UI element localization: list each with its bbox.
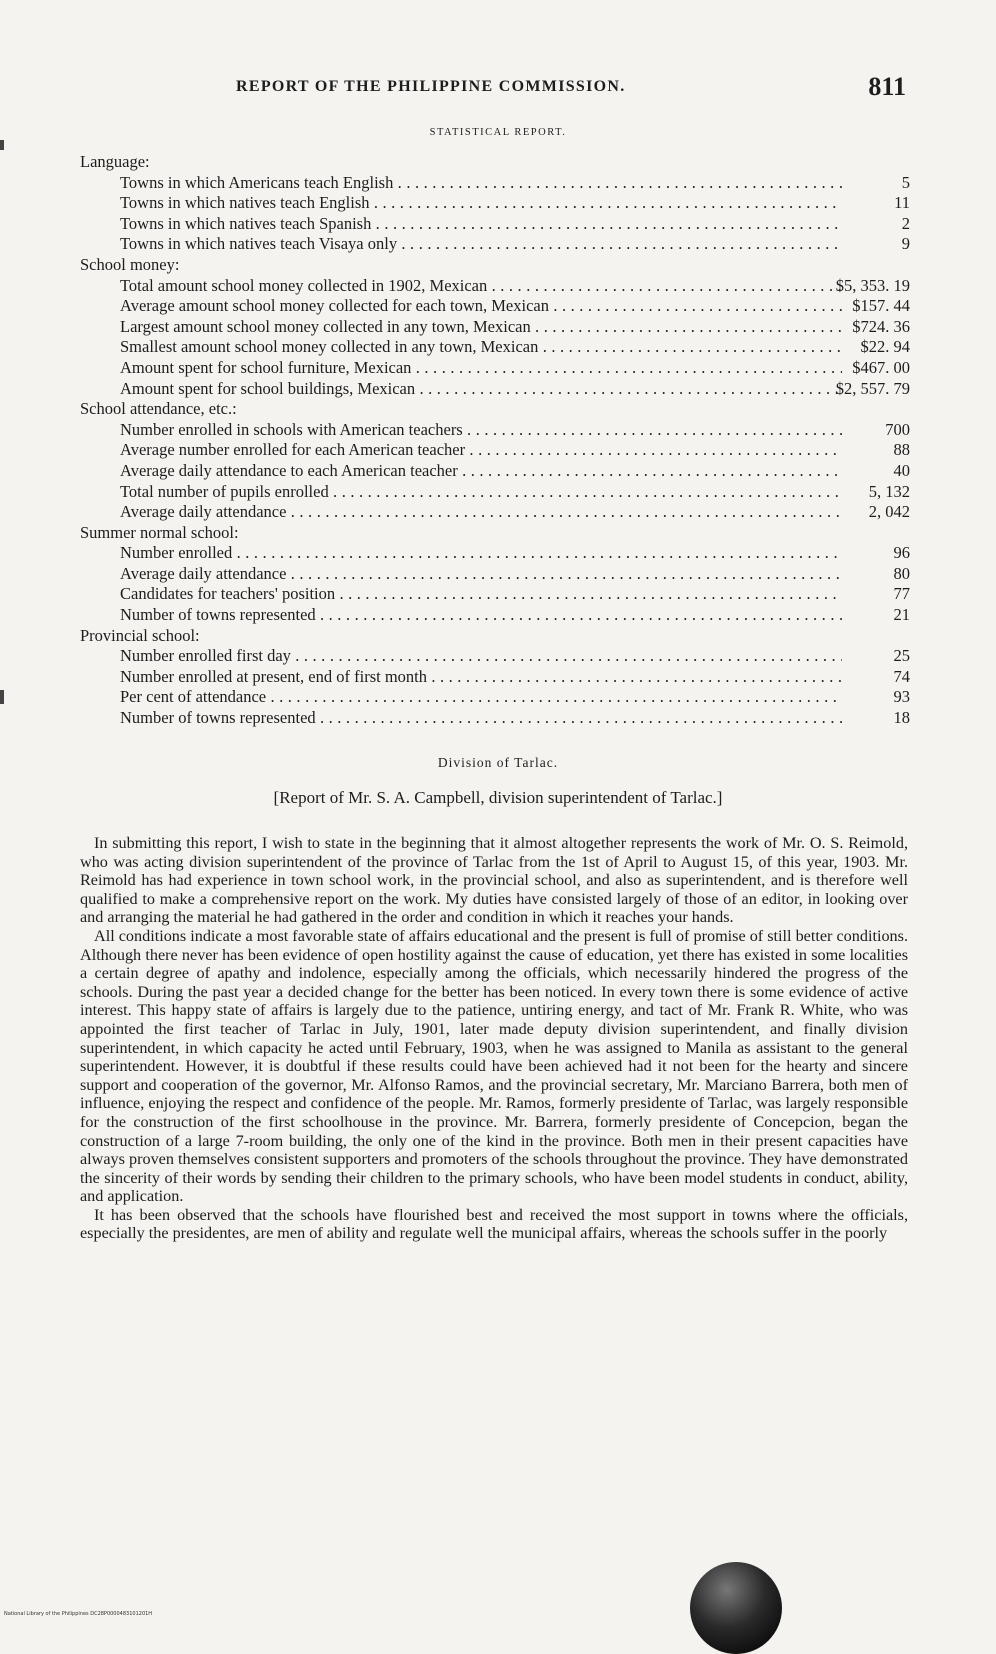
stats-row — [80, 440, 910, 461]
stats-row — [80, 358, 910, 379]
stats-group-title: Provincial school: — [80, 625, 200, 645]
stats-row-label: Towns in which natives teach English . . . — [120, 193, 842, 214]
stats-row — [80, 584, 910, 605]
stats-row-label: Towns in which natives teach Spanish . . . — [120, 214, 842, 235]
statistical-table — [80, 152, 910, 729]
stats-row-label: Per cent of attendance . . . — [120, 687, 842, 708]
stats-row-label: Average number enrolled for each American teacher . . . — [120, 440, 842, 461]
stats-row — [80, 482, 910, 503]
stats-row-value: $157. 44 — [852, 296, 910, 316]
stats-row-value: 77 — [893, 584, 910, 604]
stats-row — [80, 420, 910, 441]
page-header — [0, 72, 996, 106]
scan-thumb-artifact — [690, 1562, 782, 1654]
stats-row-label: Towns in which Americans teach English . . . — [120, 173, 842, 194]
stats-row-label: Average daily attendance to each American teacher . . . — [120, 461, 842, 482]
stats-group-title: Language: — [80, 152, 150, 171]
division-title: Division of Tarlac. — [437, 755, 559, 770]
stats-row — [80, 296, 910, 317]
stats-row — [80, 667, 910, 688]
stats-group-title: School attendance, etc.: — [80, 399, 237, 419]
stats-row — [80, 708, 910, 729]
stats-row — [80, 564, 910, 585]
stats-row-label: Average amount school money collected for each town, Mexican . . . — [120, 296, 842, 317]
stats-row-label: Number enrolled in schools with American teachers . . . — [120, 420, 842, 441]
stats-row-label: Number of towns represented . . . — [120, 708, 842, 729]
stats-row-label: Amount spent for school furniture, Mexican . . . — [120, 358, 842, 379]
body-paragraph: It has been observed that the schools have flourished best and received the most support in towns where the officials, especially the presidentes, are men of ability and regulate well the municipal affairs, whereas the schools suffer in the poorly — [80, 1205, 908, 1243]
stats-row-value: 40 — [893, 460, 910, 480]
stats-row-label: Average daily attendance . . . — [120, 564, 842, 585]
stats-row-value: $467. 00 — [852, 357, 910, 377]
stats-row-label: Number enrolled . . . — [120, 543, 842, 564]
stats-row-value: 2 — [901, 213, 910, 233]
running-title: REPORT OF THE PHILIPPINE COMMISSION. — [236, 78, 626, 95]
report-attribution: [Report of Mr. S. A. Campbell, division superintendent of Tarlac.] — [273, 788, 723, 807]
stats-row — [80, 502, 910, 523]
stats-row-label: Average daily attendance . . . — [120, 502, 842, 523]
stats-row — [80, 214, 910, 235]
stats-row — [80, 379, 910, 400]
stats-row-value: $724. 36 — [852, 316, 910, 336]
stats-row — [80, 173, 910, 194]
stats-row-value: $5, 353. 19 — [835, 275, 910, 295]
stats-row-value: $2, 557. 79 — [835, 378, 910, 398]
stats-group-title: Summer normal school: — [80, 522, 239, 542]
scan-edge-mark — [0, 690, 4, 704]
stats-row-label: Largest amount school money collected in any town, Mexican . . . — [120, 317, 842, 338]
stats-row-value: 5 — [901, 172, 910, 192]
stats-row-value: 96 — [893, 543, 910, 563]
stats-row-label: Amount spent for school buildings, Mexican . . . — [120, 379, 842, 400]
stats-row-value: 5, 132 — [868, 481, 910, 501]
stats-row-value: 11 — [894, 193, 910, 213]
stats-row-label: Candidates for teachers' position . . . — [120, 584, 842, 605]
stats-row — [80, 646, 910, 667]
report-body — [80, 834, 908, 1243]
stats-row — [80, 276, 910, 297]
stats-row-value: 9 — [901, 234, 910, 254]
stats-row — [80, 337, 910, 358]
stats-row-value: 18 — [893, 708, 910, 728]
stats-row — [80, 234, 910, 255]
stats-row — [80, 461, 910, 482]
stats-group-title: School money: — [80, 254, 180, 274]
stats-row — [80, 193, 910, 214]
stats-row — [80, 605, 910, 626]
statistical-heading: STATISTICAL REPORT. — [429, 127, 567, 138]
stats-row-value: 88 — [893, 440, 910, 460]
body-paragraph: In submitting this report, I wish to state in the beginning that it almost altogether represents the work of Mr. O. S. Reimold, who was acting division superintendent of the province of Tarlac from the 1st of April to August 15, of this year, 1903. Mr. Reimold has had experience in town school work, in the provincial school, and also as superintendent, and is therefore well qualified to make a comprehensive report on the work. My duties have consisted largely of those of an editor, in looking over and arranging the material he had gathered in the order and condition in which it reaches your hands. — [80, 834, 908, 927]
scan-edge-mark — [0, 140, 4, 150]
stats-row-value: 2, 042 — [868, 502, 910, 522]
stats-row-value: 25 — [893, 646, 910, 666]
stats-row-value: 700 — [885, 419, 910, 439]
stats-row-value: $22. 94 — [860, 337, 910, 357]
body-paragraph: All conditions indicate a most favorable state of affairs educational and the present is full of promise of still better conditions. Although there never has been evidence of open hostility against the cause of education, yet there has existed in some localities a certain degree of apathy and indolence, especially among the officials, which necessarily hindered the progress of the schools. During the past year a decided change for the better has been noticed. In every town there is some evidence of active interest. This happy state of affairs is largely due to the patience, untiring energy, and tact of Mr. Frank R. White, who was appointed the first teacher of Tarlac in July, 1901, later made deputy division superintendent, and finally division superintendent, in which capacity he acted until February, 1903, when he was assigned to Manila as assistant to the general superintendent. However, it is doubtful if these results could have been achieved had it not been for the hearty and sincere support and cooperation of the governor, Mr. Alfonso Ramos, and the provincial secretary, Mr. Marciano Barrera, both men of influence, enjoying the respect and confidence of the people. Mr. Ramos, formerly presidente of Tarlac, was largely responsible for the construction of the first schoolhouse in the province. Mr. Barrera, formerly presidente of Concepcion, began the construction of a large 7-room building, the only one of the kind in the province. Both men in their present capacities have always proven themselves consistent supporters and promoters of the schools throughout the province. They have demonstrated the sincerity of their words by sending their children to the primary schools, who have been model students in conduct, ability, and application. — [80, 926, 908, 1206]
stats-row-label: Number enrolled first day . . . — [120, 646, 842, 667]
stats-row-value: 21 — [893, 605, 910, 625]
stats-row-label: Total amount school money collected in 1902, Mexican . . . — [120, 276, 842, 297]
stats-row-label: Number enrolled at present, end of first month . . . — [120, 667, 842, 688]
stats-row-label: Towns in which natives teach Visaya only . . . — [120, 234, 842, 255]
stats-row-label: Smallest amount school money collected in any town, Mexican . . . — [120, 337, 842, 358]
stats-row — [80, 543, 910, 564]
stats-row — [80, 687, 910, 708]
stats-row-label: Total number of pupils enrolled . . . — [120, 482, 842, 503]
stats-row-value: 80 — [893, 563, 910, 583]
page-number: 811 — [868, 72, 906, 101]
stats-row-value: 74 — [893, 666, 910, 686]
stats-row-value: 93 — [893, 687, 910, 707]
stats-row-label: Number of towns represented . . . — [120, 605, 842, 626]
stats-row — [80, 317, 910, 338]
scan-footer-note: National Library of the Philippines DC28P0000483101201H — [4, 1611, 153, 1617]
